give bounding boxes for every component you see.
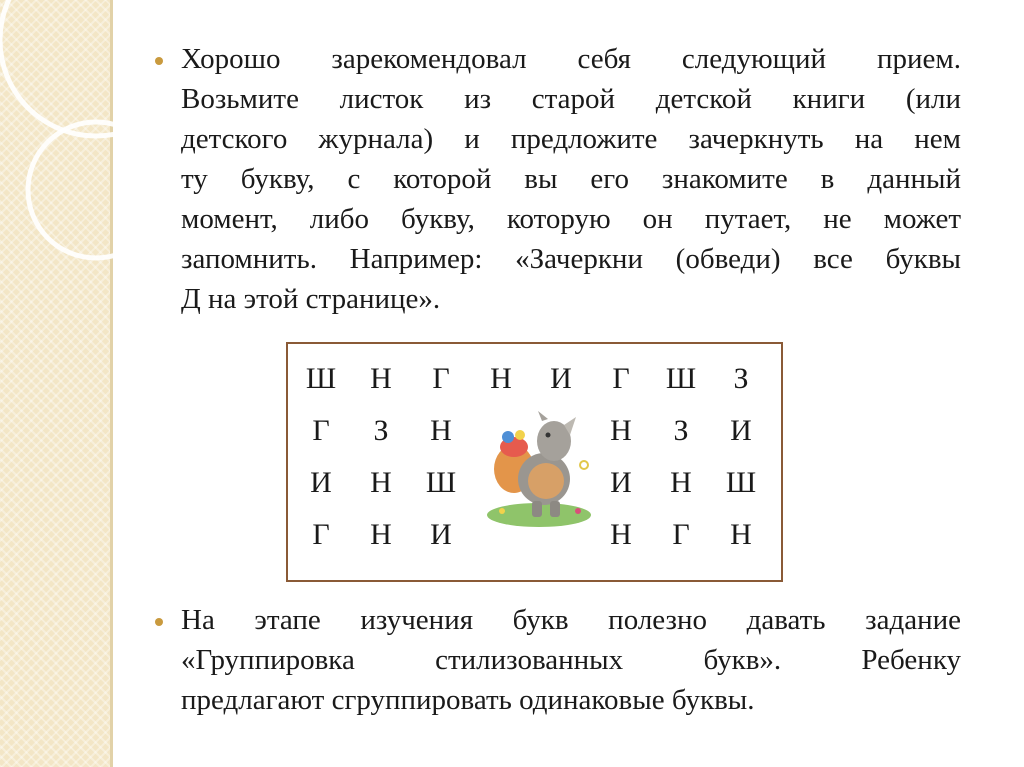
- grid-letter: Н: [670, 466, 692, 499]
- paragraph-2-line: «Группировка стилизованных букв». Ребенку: [181, 644, 961, 676]
- grid-letter: Н: [730, 518, 752, 551]
- grid-letter: Г: [312, 518, 330, 551]
- grid-letter: Н: [610, 518, 632, 551]
- grid-letter: Г: [312, 414, 330, 447]
- grid-letter: Н: [490, 362, 512, 395]
- grid-letter: И: [430, 518, 452, 551]
- letter-grid-frame: [286, 342, 783, 582]
- grid-letter: Г: [612, 362, 630, 395]
- grid-letter: И: [310, 466, 332, 499]
- grid-letter: Н: [610, 414, 632, 447]
- grid-letter: Г: [432, 362, 450, 395]
- paragraph-1-line: Хорошо зарекомендовал себя следующий прием.: [181, 43, 961, 75]
- grid-letter: Г: [672, 518, 690, 551]
- paragraph-1-line: Возьмите листок из старой детской книги (или: [181, 83, 961, 115]
- paragraph-2-line: предлагают сгруппировать одинаковые буквы.: [181, 684, 755, 716]
- grid-letter: З: [373, 414, 389, 447]
- grid-letter: Н: [370, 362, 392, 395]
- paragraph-1-line: детского журнала) и предложите зачеркнуть на нем: [181, 123, 961, 155]
- paragraph-1-line: момент, либо букву, которую он путает, не может: [181, 203, 961, 235]
- grid-letter: Ш: [425, 466, 457, 499]
- bullet-dot: [155, 618, 163, 626]
- grid-letter: Ш: [665, 362, 697, 395]
- paragraph-1-line: Д на этой странице».: [181, 283, 441, 315]
- grid-letter: З: [733, 362, 749, 395]
- grid-letter: И: [730, 414, 752, 447]
- paragraph-1-line: запомнить. Например: «Зачеркни (обведи) все буквы: [181, 243, 961, 275]
- decorative-circles: [0, 0, 180, 300]
- grid-letter: Н: [370, 466, 392, 499]
- paragraph-2-line: На этапе изучения букв полезно давать задание: [181, 604, 961, 636]
- bullet-dot: [155, 57, 163, 65]
- grid-letter: Ш: [305, 362, 337, 395]
- grid-letter: И: [610, 466, 632, 499]
- rhino-hiker-picture: [484, 407, 594, 527]
- grid-letter: Н: [370, 518, 392, 551]
- grid-letter: З: [673, 414, 689, 447]
- grid-letter: И: [550, 362, 572, 395]
- paragraph-1-line: ту букву, с которой вы его знакомите в данный: [181, 163, 961, 195]
- grid-letter: Ш: [725, 466, 757, 499]
- grid-letter: Н: [430, 414, 452, 447]
